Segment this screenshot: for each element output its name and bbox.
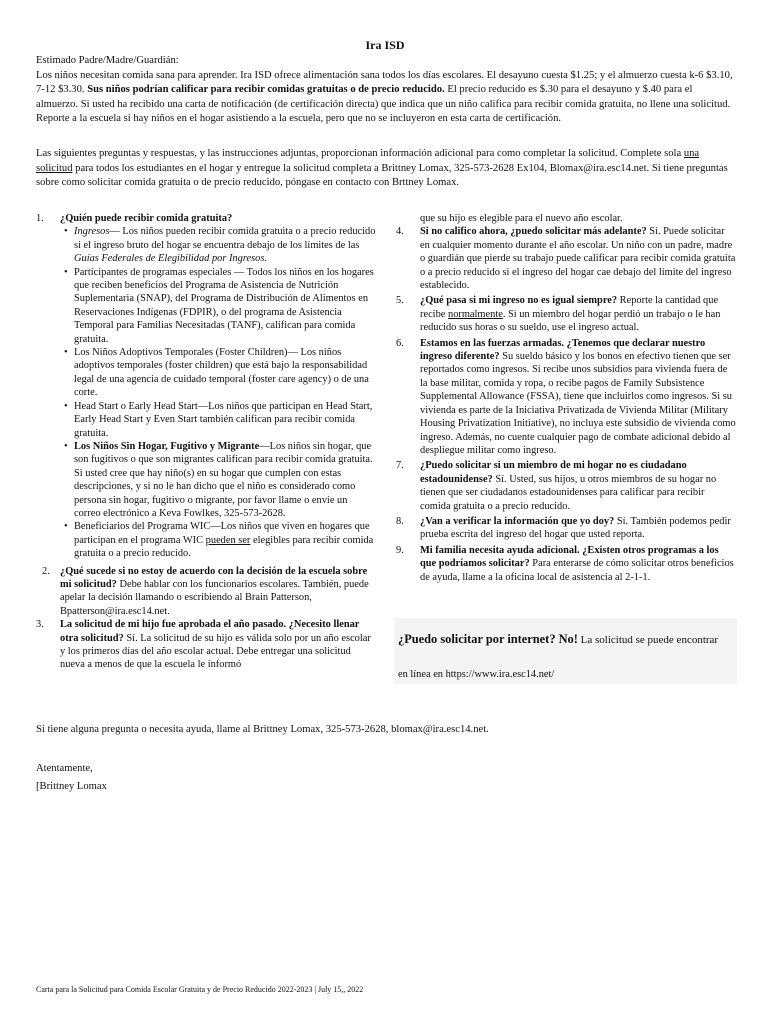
question-1-title: ¿Quién puede recibir comida gratuita? [60,213,233,224]
question-8 [396,515,736,542]
question-9-body: Para enterarse de cómo solicitar otros beneficios de ayuda, llame a la oficina local de asistencia al 2-1-1. [420,558,734,583]
online-url-line: en línea en https://www.ira.esc14.net/ [398,669,555,680]
intro-p1-bold: Sus niños podrían calificar para recibir comidas gratuitas o de precio reducido. [87,84,445,96]
question-3-body: Sí. La solicitud de su hijo es válida solo por un año escolar y los primeros días del año escolar actual. Debe entregar una solicitud nueva a menos de que la escuela le informó [60,632,371,671]
question-number: 2. [42,565,50,577]
question-4-body: Sí. Puede solicitar en cualquier momento durante el año escolar. Un niño con un padre, madre o guardián que pierde su trabajo puede calificar para recibir comida gratuita o a precio reducido si el ingreso del hogar cae debajo del límite del ingreso establecido. [420,226,736,292]
intro-p1-text-c: El precio reducido es $.30 para el desayuno y $.40 para el almuerzo. Si usted ha recibido una carta de notificación (de certificación directa) que indica que un niño califica para recibir comida gratuita, no llene una solicitud. Reporte a la escuela si hay niños en el hogar asistiendo a la escuela, pero que no se incluyeron en esta carta de certificación. [36,84,731,125]
wic-text-b: elegibles para recibir comida gratuita o a precio reducido. [74,534,374,560]
question-number: 4. [396,226,404,238]
question-5 [396,294,736,334]
sin-hogar-text: —Los niños sin hogar, que son fugitivos o que son migrantes califican para recibir comida gratuita. Si usted cree que hay niño(s) en su hogar que cumplen con estas descripciones, y si no le han dicho que el niño es considerado como persona sin hogar, fugitivo o migrante, por favor llame o envíe un correo electrónico a Keva Fowlkes, 325-573-2628. [74,440,373,519]
online-question-line [398,632,718,647]
question-8-body: Sí. También podemos pedir prueba escrita del ingreso del hogar que usted reporta. [420,515,731,541]
question-number: 8. [396,515,404,527]
question-4 [396,225,736,292]
question-number: 9. [396,544,404,556]
question-8-title: ¿Van a verificar la información que yo doy? [420,515,615,527]
question-number: 5. [396,295,404,307]
document-title: Ira ISD [365,38,405,52]
question-2-body: Debe hablar con los funcionarios escolares. También, puede apelar la decisión llamando o escribiendo al Brain Patterson, Bpatterson@ira.esc14.net. [60,578,369,617]
left-column [36,212,376,672]
question-9 [396,544,736,584]
question-7 [396,459,736,513]
wic-text-a: Beneficiarios del Programa WIC—Los niños que viven en hogares que participan en el programa WIC [74,521,370,546]
question-7-title: ¿Puedo solicitar si un miembro de mi hogar no es ciudadano estadounidense? [420,460,687,485]
page-footer: Carta para la Solicitud para Comida Escolar Gratuita y de Precio Reducido 2022-2023 | July 15,, 2022 [36,985,364,994]
list-item: • Head Start o Early Head Start—Los niños que participan en Head Start, Early Head Start y Even Start también califican para recibir comida gratuita. [74,400,376,440]
question-number: 6. [396,337,404,349]
question-3-continuation: que su hijo es elegible para el nuevo año escolar. [420,213,623,224]
sin-hogar-term: Los Niños Sin Hogar, Fugitivo y Migrante [74,440,260,452]
intro-section [36,54,736,127]
question-5-body-b: . Si un miembro del hogar perdió un trabajo o le han reducido sus horas o su sueldo, use el ingreso actual. [420,308,721,334]
online-question: ¿Puedo solicitar por internet? No! [398,632,578,646]
question-number: 7. [396,460,404,472]
list-item: • Los Niños Adoptivos Temporales (Foster Children)— Los niños adoptivos temporales (foster children) que está bajo la responsabilidad legal de una agencia de cuidado temporal (foster care agency) o de una corte. [74,346,376,400]
online-application-box [394,618,737,684]
list-item [74,440,376,520]
question-6-body: Su sueldo básico y los bonos en efectivo tienen que ser reportados como ingresos. Si recibe unos subsidios para vivienda fuera de la base militar, comida y ropa, o recibe pagos de Family Subsistence Supplemental Allowance (FSSA), tiene que incluirlos como ingresos. Si su vivienda es parte de la Iniciativa Privatizada de Vivienda Militar (Military Housing Privatization Initiative), no incluya este subsidio de vivienda como ingreso. Además, no cuente cualquier pago de combate adicional debido al despliegue militar como ingreso. [420,351,736,456]
question-2-title: ¿Qué sucede si no estoy de acuerdo con la decisión de la escuela sobre mi solicitud? [60,565,368,590]
signature: [Brittney Lomax [36,781,107,792]
guias-federales-term: Guías Federales de Elegibilidad por Ingresos [74,253,265,265]
question-5-body-a: Reporte la cantidad que recibe [420,295,719,320]
intro-p2-text-b: para todos los estudiantes en el hogar y entregue la solicitud completa a Brittney Lomax, 325-573-2628 Ex104, Blomax@ira.esc14.net. Si tiene preguntas sobre como solicitar comida gratuita o de precio reducido, póngase en contacto con Brttney Lomax. [36,162,728,189]
pueden-ser-underlined: pueden ser [205,534,251,546]
intro-p1-text-a: Los niños necesitan comida sana para aprender. Ira ISD ofrece alimentación sana todos los días escolares. El desayuno cuesta $1.25; y el almuerzo cuesta k-6 $3.10, 7-12 $3.30. [36,69,733,96]
help-line: Si tiene alguna pregunta o necesita ayuda, llame al Brittney Lomax, 325-573-2628, blomax@ira.esc14.net. [36,724,489,735]
list-item [74,520,376,560]
intro-p2-text-a: Las siguientes preguntas y respuestas, y las instrucciones adjuntas, proporcionan información adicional para como completar la solicitud. Complete sola [36,148,682,159]
question-7-body: Sí. Usted, sus hijos, u otros miembros de su hogar no tienen que ser ciudadanos estadounidenses para calificar para recibir comida gratuita o a precio reducido. [420,473,717,512]
normalmente-underlined: normalmente [448,308,503,320]
question-number: 1. [36,213,44,224]
question-3-title: La solicitud de mi hijo fue aprobada el año pasado. ¿Necesito llenar otra solicitud? [60,619,360,644]
online-answer: La solicitud se puede encontrar [580,634,719,646]
eligibility-list [60,225,376,560]
list-item: • Participantes de programas especiales — Todos los niños en los hogares que reciben beneficios del Programa de Asistencia de Nutrición Suplementaria (SNAP), del Programa de Distribución de Alimentos en Reservaciones Indígenas (FDPIR), o del programa de Asistencia Temporal para Familias Necesitadas (TANF), califican para comida gratuita. [74,266,376,346]
intro-paragraph-1 [36,69,736,127]
ingresos-term: Ingresos [74,226,110,238]
question-5-title: ¿Qué pasa si mi ingreso no es igual siempre? [420,295,618,307]
question-3 [36,618,376,672]
closing: Atentamente, [36,763,93,774]
question-1 [36,212,376,561]
question-4-title: Si no califico ahora, ¿puedo solicitar más adelante? [420,226,647,238]
intro-paragraph-2 [36,147,736,191]
question-3-continued [396,212,736,225]
una-solicitud-link: una solicitud [36,148,700,174]
question-6 [396,337,736,458]
question-6-title: Estamos en las fuerzas armadas. ¿Tenemos que declarar nuestro ingreso diferente? [420,337,706,363]
question-number: 3. [36,619,44,631]
question-2 [36,565,376,619]
right-column [396,212,736,584]
question-9-title: Mi familia necesita ayuda adicional. ¿Existen otros programas a los que podríamos solicitar? [420,544,719,570]
ingresos-text: — Los niños pueden recibir comida gratuita o a precio reducido si el ingreso bruto del hogar se encuentra debajo de los límites de las [74,226,376,251]
greeting: Estimado Padre/Madre/Guardián: [36,55,179,66]
list-item: • Ingresos— Los niños pueden recibir comida gratuita o a precio reducido si el ingreso bruto del hogar se encuentra debajo de los límites de las Guías Federales de Elegibilidad por Ingresos. [74,225,376,265]
